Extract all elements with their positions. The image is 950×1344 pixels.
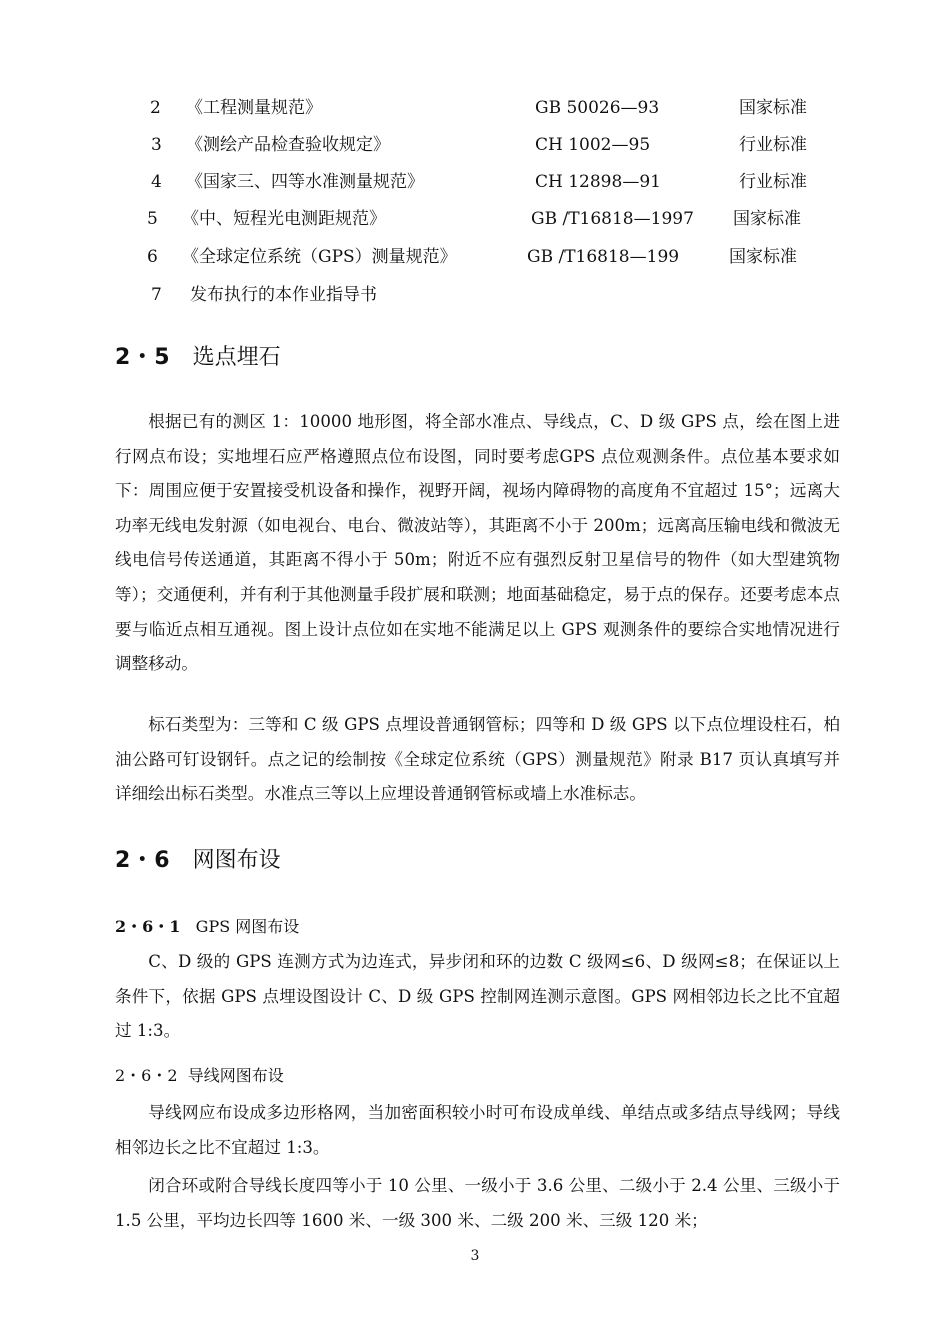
- reference-number: 6: [147, 247, 158, 267]
- reference-code: GB 50026—93: [535, 98, 660, 118]
- reference-item: [0, 130, 950, 160]
- body-paragraph: 标石类型为：三等和 C 级 GPS 点埋设普通钢管标；四等和 D 级 GPS 以下点位埋设柱石，柏油公路可钉设钢钎。点之记的绘制按《全球定位系统（GPS）测量规范》附录 B17 页认真填写并详细绘出标石类型。水准点三等以上应埋设普通钢管标或墙上水准标志。: [115, 715, 840, 804]
- subsection-heading: 2・6・2 导线网图布设: [115, 1066, 284, 1085]
- section-heading: [115, 340, 281, 371]
- body-paragraph: 导线网应布设成多边形格网，当加密面积较小时可布设成单线、单结点或多结点导线网；导线相邻边长之比不宜超过 1:3。: [115, 1103, 840, 1157]
- section-heading: [115, 843, 281, 874]
- reference-type: 国家标准: [729, 247, 797, 267]
- reference-item: [0, 204, 950, 234]
- reference-code: CH 12898—91: [535, 172, 661, 192]
- reference-title: 《测绘产品检查验收规定》: [186, 135, 390, 155]
- page-number: 3: [470, 1248, 480, 1264]
- reference-type: 国家标准: [733, 209, 801, 229]
- reference-code: CH 1002—95: [535, 135, 651, 155]
- reference-type: 行业标准: [739, 172, 807, 192]
- section-number: 2・5: [115, 345, 171, 370]
- section-title: 选点埋石: [192, 345, 281, 370]
- reference-code: GB /T16818—1997: [531, 209, 694, 229]
- reference-title: 发布执行的本作业指导书: [190, 285, 377, 305]
- reference-title: 《国家三、四等水准测量规范》: [186, 172, 424, 192]
- reference-item: [0, 167, 950, 197]
- body-paragraph: 根据已有的测区 1：10000 地形图，将全部水准点、导线点，C、D 级 GPS 点，绘在图上进行网点布设；实地埋石应严格遵照点位布设图，同时要考虑GPS 点位观测条件。点位基本要求如下：周围应便于安置接受机设备和操作，视野开阔，视场内障碍物的高度角不宜超过 15°；远离大功率无线电发射源（如电视台、电台、微波站等），其距离不小于 200m；远离高压输电线和微波无线电信号传送通道，其距离不得小于 50m；附近不应有强烈反射卫星信号的物件（如大型建筑物等）；交通便利，并有利于其他测量手段扩展和联测；地面基础稳定，易于点的保存。还要考虑本点要与临近点相互通视。图上设计点位如在实地不能满足以上 GPS 观测条件的要综合实地情况进行调整移动。: [115, 412, 840, 674]
- section-number: 2・6: [115, 848, 171, 873]
- body-paragraph: C、D 级的 GPS 连测方式为边连式，异步闭和环的边数 C 级网≤6、D 级网≤8；在保证以上条件下，依据 GPS 点埋设图设计 C、D 级 GPS 控制网连测示意图。GPS 网相邻边长之比不宜超过 1:3。: [115, 952, 840, 1041]
- reference-title: 《中、短程光电测距规范》: [182, 209, 386, 229]
- reference-number: 2: [150, 98, 161, 118]
- reference-type: 国家标准: [739, 98, 807, 118]
- reference-code: GB /T16818—199: [527, 247, 680, 267]
- section-title: 网图布设: [192, 848, 281, 873]
- reference-type: 行业标准: [739, 135, 807, 155]
- reference-number: 3: [151, 135, 162, 155]
- reference-number: 4: [151, 172, 162, 192]
- reference-title: 《工程测量规范》: [186, 98, 322, 118]
- reference-item: [0, 242, 950, 272]
- subsection-title: GPS 网图布设: [195, 917, 300, 936]
- subsection-number: 2・6・1: [115, 917, 181, 936]
- reference-title: 《全球定位系统（GPS）测量规范》: [182, 247, 457, 267]
- subsection-heading: [115, 912, 299, 942]
- reference-item: [0, 280, 950, 310]
- reference-number: 5: [147, 209, 158, 229]
- body-paragraph: 闭合环或附合导线长度四等小于 10 公里、一级小于 3.6 公里、二级小于 2.4 公里、三级小于 1.5 公里，平均边长四等 1600 米、一级 300 米、二级 200 米、三级 120 米；: [115, 1176, 840, 1230]
- reference-item: [0, 93, 950, 123]
- reference-number: 7: [151, 285, 162, 305]
